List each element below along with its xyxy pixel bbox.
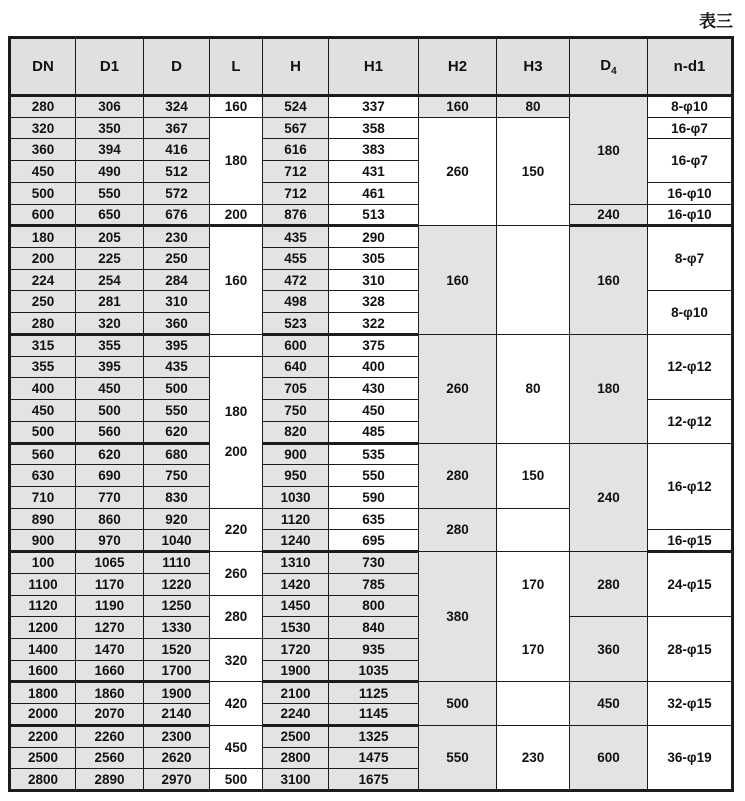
cell-h1: 935 — [329, 638, 419, 660]
cell-h1: 1125 — [329, 682, 419, 704]
cell-h: 600 — [263, 334, 329, 356]
cell-d1: 690 — [76, 465, 144, 487]
cell-dn: 355 — [10, 356, 76, 378]
header-d4: $D_4$ — [570, 38, 648, 96]
cell-d1: 225 — [76, 248, 144, 270]
cell-h2: 260 — [419, 117, 497, 226]
header-h: H — [263, 38, 329, 96]
cell-h1: 430 — [329, 378, 419, 400]
cell-nd1: 16-φ10 — [648, 204, 733, 226]
cell-d: 1040 — [144, 530, 210, 552]
cell-dn: 2500 — [10, 747, 76, 769]
cell-h1: 590 — [329, 486, 419, 508]
cell-h1: 431 — [329, 161, 419, 183]
cell-dn: 1400 — [10, 638, 76, 660]
table-row — [10, 226, 733, 248]
cell-d4: 360 — [570, 617, 648, 682]
cell-d1: 1860 — [76, 682, 144, 704]
cell-dn: 1600 — [10, 660, 76, 682]
cell-d: 750 — [144, 465, 210, 487]
cell-h1: 730 — [329, 552, 419, 574]
cell-dn: 450 — [10, 161, 76, 183]
cell-h3 — [497, 508, 570, 551]
cell-d1: 650 — [76, 204, 144, 226]
cell-dn: 1800 — [10, 682, 76, 704]
cell-d1: 1170 — [76, 573, 144, 595]
cell-nd1: 16-φ12 — [648, 443, 733, 530]
cell-nd1: 8-φ7 — [648, 226, 733, 291]
cell-h: 820 — [263, 421, 329, 443]
cell-d1: 1065 — [76, 552, 144, 574]
cell-d1: 2890 — [76, 769, 144, 791]
cell-l: 320 — [210, 638, 263, 681]
cell-d1: 395 — [76, 356, 144, 378]
cell-h: 2100 — [263, 682, 329, 704]
cell-h1: 1145 — [329, 704, 419, 726]
cell-d1: 1470 — [76, 638, 144, 660]
cell-d: 830 — [144, 486, 210, 508]
cell-d: 1110 — [144, 552, 210, 574]
cell-h3 — [497, 682, 570, 725]
cell-h: 1310 — [263, 552, 329, 574]
cell-nd1: 24-φ15 — [648, 552, 733, 617]
cell-h1: 358 — [329, 117, 419, 139]
cell-h3: 170 — [497, 552, 570, 617]
cell-d: 550 — [144, 400, 210, 422]
cell-h2: 280 — [419, 508, 497, 551]
cell-dn: 710 — [10, 486, 76, 508]
cell-dn: 1100 — [10, 573, 76, 595]
cell-d1: 500 — [76, 400, 144, 422]
cell-d1: 1190 — [76, 595, 144, 617]
cell-d1: 770 — [76, 486, 144, 508]
cell-d1: 970 — [76, 530, 144, 552]
cell-nd1: 16-φ7 — [648, 139, 733, 182]
cell-h1: 337 — [329, 96, 419, 118]
header-h1: H1 — [329, 38, 419, 96]
cell-nd1: 12-φ12 — [648, 400, 733, 443]
header-d: D — [144, 38, 210, 96]
cell-d1: 2260 — [76, 725, 144, 747]
cell-d: 620 — [144, 421, 210, 443]
cell-d1: 205 — [76, 226, 144, 248]
cell-h: 1450 — [263, 595, 329, 617]
cell-d4: 160 — [570, 226, 648, 335]
cell-l: 420 — [210, 682, 263, 725]
cell-d4: 240 — [570, 204, 648, 226]
cell-d1: 2070 — [76, 704, 144, 726]
cell-h: 2500 — [263, 725, 329, 747]
cell-dn: 250 — [10, 291, 76, 313]
cell-dn: 1120 — [10, 595, 76, 617]
cell-d: 676 — [144, 204, 210, 226]
cell-h: 1530 — [263, 617, 329, 639]
cell-l: 500 — [210, 769, 263, 791]
cell-dn: 2800 — [10, 769, 76, 791]
cell-h1: 785 — [329, 573, 419, 595]
header-h3: H3 — [497, 38, 570, 96]
cell-h1: 310 — [329, 269, 419, 291]
cell-h1: 1325 — [329, 725, 419, 747]
cell-nd1: 36-φ19 — [648, 725, 733, 790]
cell-d: 284 — [144, 269, 210, 291]
cell-dn: 2000 — [10, 704, 76, 726]
cell-h: 1420 — [263, 573, 329, 595]
cell-dn: 500 — [10, 182, 76, 204]
cell-dn: 280 — [10, 313, 76, 335]
header-l: L — [210, 38, 263, 96]
cell-h3 — [497, 226, 570, 335]
cell-d1: 490 — [76, 161, 144, 183]
cell-h: 900 — [263, 443, 329, 465]
cell-d: 324 — [144, 96, 210, 118]
cell-h2: 160 — [419, 96, 497, 118]
cell-dn: 320 — [10, 117, 76, 139]
cell-h: 705 — [263, 378, 329, 400]
cell-l: 160 — [210, 96, 263, 118]
cell-h2: 280 — [419, 443, 497, 508]
cell-d: 920 — [144, 508, 210, 530]
cell-h1: 450 — [329, 400, 419, 422]
cell-h1: 550 — [329, 465, 419, 487]
cell-h: 616 — [263, 139, 329, 161]
cell-dn: 180 — [10, 226, 76, 248]
cell-nd1: 16-φ10 — [648, 182, 733, 204]
cell-dn: 315 — [10, 334, 76, 356]
table-body — [10, 96, 733, 791]
cell-d: 500 — [144, 378, 210, 400]
cell-d1: 350 — [76, 117, 144, 139]
cell-nd1: 16-φ7 — [648, 117, 733, 139]
cell-h3: 80 — [497, 96, 570, 118]
cell-d1: 860 — [76, 508, 144, 530]
cell-h: 2800 — [263, 747, 329, 769]
cell-h1: 328 — [329, 291, 419, 313]
cell-h1: 1675 — [329, 769, 419, 791]
cell-h2: 260 — [419, 334, 497, 443]
header-dn: DN — [10, 38, 76, 96]
cell-d4: 240 — [570, 443, 648, 552]
cell-h1: 461 — [329, 182, 419, 204]
cell-d: 395 — [144, 334, 210, 356]
cell-l: 180 200 — [210, 356, 263, 508]
cell-dn: 2200 — [10, 725, 76, 747]
table-row — [10, 334, 733, 356]
cell-d1: 550 — [76, 182, 144, 204]
table-row — [10, 96, 733, 118]
cell-d: 1220 — [144, 573, 210, 595]
cell-d4: 180 — [570, 96, 648, 205]
cell-nd1: 12-φ12 — [648, 334, 733, 399]
cell-dn: 360 — [10, 139, 76, 161]
cell-l: 220 — [210, 508, 263, 551]
cell-dn: 224 — [10, 269, 76, 291]
table-row — [10, 204, 733, 226]
cell-d4: 450 — [570, 682, 648, 725]
cell-d: 310 — [144, 291, 210, 313]
cell-h1: 305 — [329, 248, 419, 270]
cell-d: 1250 — [144, 595, 210, 617]
cell-h2: 380 — [419, 552, 497, 682]
header-h2: H2 — [419, 38, 497, 96]
table-caption: 表三 — [699, 12, 733, 31]
cell-dn: 500 — [10, 421, 76, 443]
cell-h1: 635 — [329, 508, 419, 530]
cell-dn: 890 — [10, 508, 76, 530]
cell-h1: 695 — [329, 530, 419, 552]
cell-h3: 80 — [497, 334, 570, 443]
cell-h: 1120 — [263, 508, 329, 530]
cell-nd1: 32-φ15 — [648, 682, 733, 725]
cell-d: 416 — [144, 139, 210, 161]
cell-nd1: 8-φ10 — [648, 291, 733, 334]
cell-dn: 280 — [10, 96, 76, 118]
table-row — [10, 617, 733, 639]
cell-d4: 280 — [570, 552, 648, 617]
table-row — [10, 682, 733, 704]
cell-h: 455 — [263, 248, 329, 270]
cell-nd1: 28-φ15 — [648, 617, 733, 682]
cell-d1: 450 — [76, 378, 144, 400]
cell-d: 1700 — [144, 660, 210, 682]
cell-d1: 560 — [76, 421, 144, 443]
cell-l: 160 — [210, 226, 263, 335]
cell-dn: 600 — [10, 204, 76, 226]
cell-dn: 1200 — [10, 617, 76, 639]
cell-d: 360 — [144, 313, 210, 335]
cell-h1: 840 — [329, 617, 419, 639]
cell-h: 876 — [263, 204, 329, 226]
cell-h: 567 — [263, 117, 329, 139]
cell-d: 2300 — [144, 725, 210, 747]
cell-d4: 600 — [570, 725, 648, 790]
cell-d: 2620 — [144, 747, 210, 769]
cell-h3: 170 — [497, 617, 570, 682]
cell-d: 1520 — [144, 638, 210, 660]
cell-h: 1900 — [263, 660, 329, 682]
cell-l: 450 — [210, 725, 263, 768]
header-d1: D1 — [76, 38, 144, 96]
cell-d: 572 — [144, 182, 210, 204]
cell-dn: 900 — [10, 530, 76, 552]
cell-h1: 800 — [329, 595, 419, 617]
cell-d1: 254 — [76, 269, 144, 291]
cell-nd1: 16-φ15 — [648, 530, 733, 552]
cell-h: 472 — [263, 269, 329, 291]
table-row — [10, 725, 733, 747]
cell-h: 1720 — [263, 638, 329, 660]
cell-d: 435 — [144, 356, 210, 378]
cell-h: 1240 — [263, 530, 329, 552]
cell-h1: 400 — [329, 356, 419, 378]
cell-d1: 394 — [76, 139, 144, 161]
cell-dn: 400 — [10, 378, 76, 400]
cell-d: 230 — [144, 226, 210, 248]
cell-h1: 375 — [329, 334, 419, 356]
cell-l: 280 — [210, 595, 263, 638]
cell-h: 950 — [263, 465, 329, 487]
cell-d1: 306 — [76, 96, 144, 118]
cell-d1: 1660 — [76, 660, 144, 682]
cell-h1: 513 — [329, 204, 419, 226]
cell-l: 200 — [210, 204, 263, 226]
cell-d: 2140 — [144, 704, 210, 726]
cell-d1: 620 — [76, 443, 144, 465]
cell-h: 1030 — [263, 486, 329, 508]
cell-h: 640 — [263, 356, 329, 378]
table-row — [10, 552, 733, 574]
table-header — [10, 38, 733, 96]
cell-h1: 535 — [329, 443, 419, 465]
cell-h1: 1035 — [329, 660, 419, 682]
cell-d: 512 — [144, 161, 210, 183]
cell-dn: 200 — [10, 248, 76, 270]
spec-table — [8, 36, 734, 792]
cell-h1: 290 — [329, 226, 419, 248]
cell-h: 524 — [263, 96, 329, 118]
cell-d: 367 — [144, 117, 210, 139]
cell-h3: 150 — [497, 443, 570, 508]
cell-h3: 150 — [497, 117, 570, 226]
header-nd1: n-d1 — [648, 38, 733, 96]
table-row — [10, 443, 733, 465]
cell-h1: 322 — [329, 313, 419, 335]
cell-dn: 560 — [10, 443, 76, 465]
cell-h: 712 — [263, 161, 329, 183]
cell-d: 1900 — [144, 682, 210, 704]
cell-nd1: 8-φ10 — [648, 96, 733, 118]
cell-h1: 1475 — [329, 747, 419, 769]
cell-d1: 320 — [76, 313, 144, 335]
cell-dn: 630 — [10, 465, 76, 487]
cell-h2: 160 — [419, 226, 497, 335]
cell-h2: 500 — [419, 682, 497, 725]
cell-d1: 355 — [76, 334, 144, 356]
cell-d1: 1270 — [76, 617, 144, 639]
cell-d: 680 — [144, 443, 210, 465]
cell-d4: 180 — [570, 334, 648, 443]
cell-dn: 450 — [10, 400, 76, 422]
cell-d1: 281 — [76, 291, 144, 313]
cell-h: 435 — [263, 226, 329, 248]
cell-h1: 485 — [329, 421, 419, 443]
cell-d: 1330 — [144, 617, 210, 639]
cell-h: 2240 — [263, 704, 329, 726]
cell-l: 180 — [210, 117, 263, 204]
cell-h: 712 — [263, 182, 329, 204]
cell-h: 3100 — [263, 769, 329, 791]
cell-h1: 383 — [329, 139, 419, 161]
cell-d: 2970 — [144, 769, 210, 791]
cell-h2: 550 — [419, 725, 497, 790]
cell-h3: 230 — [497, 725, 570, 790]
cell-h: 498 — [263, 291, 329, 313]
cell-d: 250 — [144, 248, 210, 270]
cell-l: 260 — [210, 552, 263, 595]
cell-d1: 2560 — [76, 747, 144, 769]
cell-h: 750 — [263, 400, 329, 422]
cell-h: 523 — [263, 313, 329, 335]
cell-l — [210, 334, 263, 356]
cell-dn: 100 — [10, 552, 76, 574]
